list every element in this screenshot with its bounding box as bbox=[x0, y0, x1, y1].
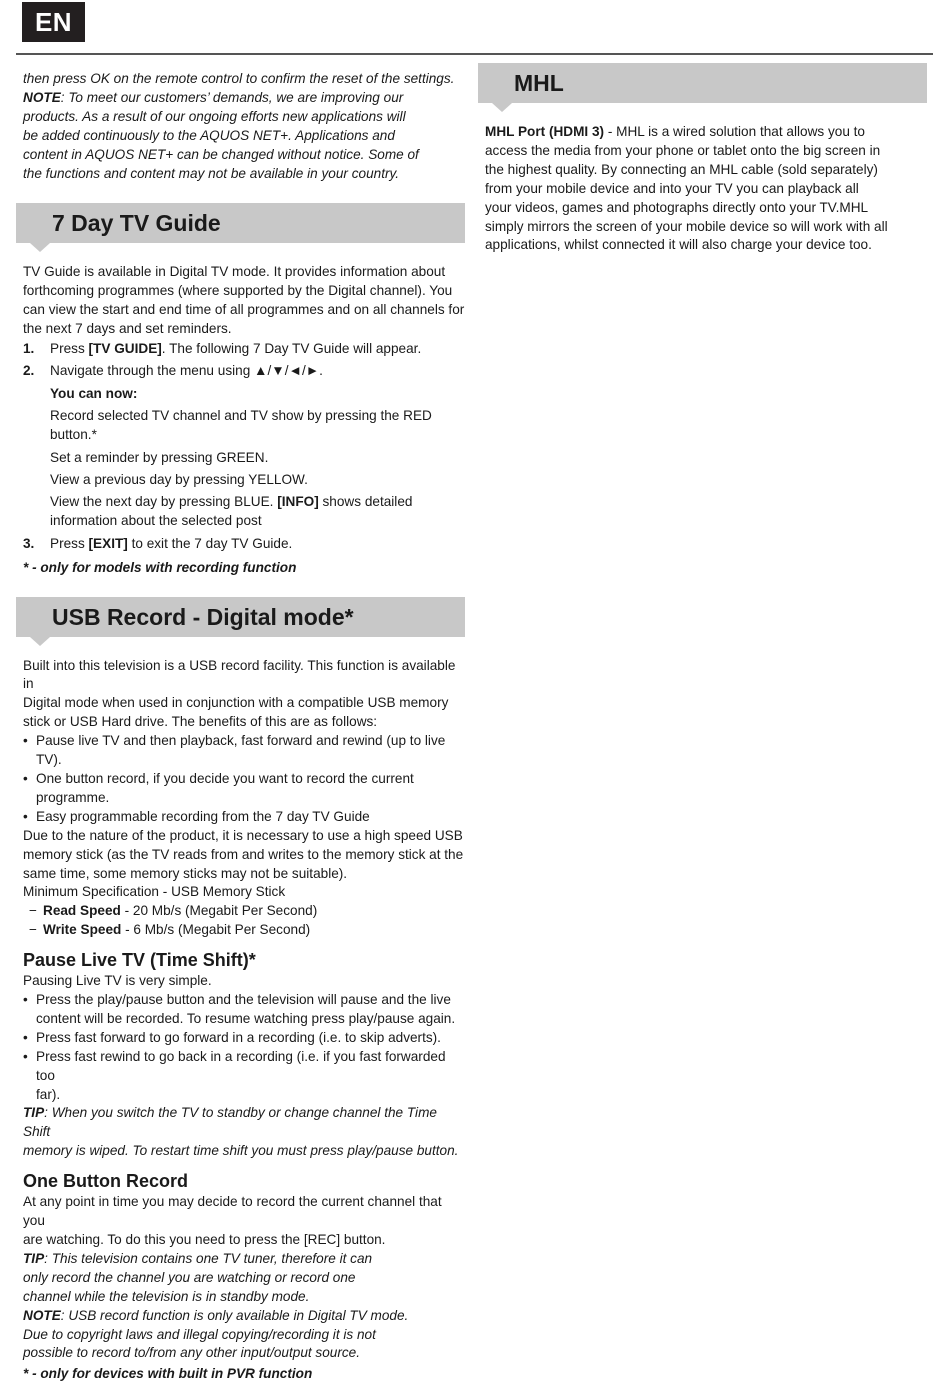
subsection-title: One Button Record bbox=[23, 1171, 188, 1192]
spec-label: Read Speed bbox=[43, 903, 121, 919]
list-item: • Pause live TV and then playback, fast forward and rewind (up to live TV). bbox=[23, 732, 465, 770]
footnote: * - only for devices with built in PVR function bbox=[23, 1366, 313, 1382]
list-text: One button record, if you decide you want to record the current bbox=[36, 770, 414, 786]
paragraph-line: stick or USB Hard drive. The benefits of this are as follows: bbox=[23, 714, 378, 730]
paragraph-text: - MHL is a wired solution that allows you to bbox=[604, 124, 865, 139]
paragraph-line bbox=[485, 123, 927, 142]
spec-value: - 20 Mb/s (Megabit Per Second) bbox=[120, 903, 318, 919]
you-can-now-label: You can now: bbox=[50, 385, 138, 401]
key-label: [TV GUIDE] bbox=[88, 341, 162, 357]
step-number: 2. bbox=[23, 363, 35, 379]
note-text: : To meet our customers’ demands, we are improving our bbox=[60, 89, 404, 105]
paragraph-line: At any point in time you may decide to record the current channel that you bbox=[23, 1194, 442, 1229]
paragraph-line: Due to the nature of the product, it is necessary to use a high speed USB bbox=[23, 827, 463, 843]
paragraph-line: simply mirrors the screen of your mobile device so will work with all bbox=[485, 218, 888, 234]
mhl-body bbox=[485, 123, 927, 255]
tip bbox=[23, 1104, 465, 1142]
paragraph-line: TV Guide is available in Digital TV mode. It provides information about bbox=[23, 264, 446, 280]
note-text: Due to copyright laws and illegal copying/recording it is not bbox=[23, 1326, 376, 1342]
list-text: Press the play/pause button and the television will pause and the live bbox=[36, 992, 451, 1008]
note-text: content in AQUOS NET+ can be changed without notice. Some of bbox=[23, 146, 419, 162]
key-label: [INFO] bbox=[277, 494, 319, 510]
paragraph-line: memory stick (as the TV reads from and writes to the memory stick at the bbox=[23, 846, 464, 862]
action-item: View a previous day by pressing YELLOW. bbox=[50, 472, 308, 487]
header-notch bbox=[30, 637, 50, 646]
section-header-tv-guide bbox=[16, 203, 465, 243]
note-text: possible to record to/from any other input/output source. bbox=[23, 1345, 361, 1361]
paragraph-line: the highest quality. By connecting an MHL cable (sold separately) bbox=[485, 161, 878, 177]
tv-guide-body bbox=[23, 263, 465, 577]
step-number: 3. bbox=[23, 535, 35, 551]
step-2 bbox=[23, 362, 465, 381]
note-label: NOTE bbox=[23, 89, 61, 105]
subsection-title: Pause Live TV (Time Shift)* bbox=[23, 950, 256, 971]
tip bbox=[23, 1250, 465, 1269]
paragraph-line: your videos, games and photographs directly onto your TV.MHL bbox=[485, 199, 869, 215]
list-text: Pause live TV and then playback, fast forward and rewind (up to live TV). bbox=[36, 733, 446, 768]
section-title: 7 Day TV Guide bbox=[52, 210, 221, 237]
step-3 bbox=[23, 535, 465, 554]
footnote: * - only for models with recording function bbox=[23, 559, 297, 575]
action-item-cont: information about the selected post bbox=[50, 513, 262, 529]
list-text: programme. bbox=[36, 789, 110, 805]
action-item: Record selected TV channel and TV show by pressing the RED button.* bbox=[50, 408, 432, 443]
step-text: to exit the 7 day TV Guide. bbox=[127, 535, 293, 551]
action-item: Set a reminder by pressing GREEN. bbox=[50, 449, 269, 465]
paragraph-line: applications, whilst connected it will also charge your device too. bbox=[485, 237, 872, 253]
header-notch bbox=[30, 243, 50, 252]
list-item: • Easy programmable recording from the 7 day TV Guide bbox=[23, 808, 465, 827]
section-header-usb-record bbox=[16, 597, 465, 637]
paragraph-line: the next 7 days and set reminders. bbox=[23, 321, 232, 337]
list-text: content will be recorded. To resume watching press play/pause again. bbox=[36, 1010, 456, 1026]
list-text: Press fast rewind to go back in a recording (i.e. if you fast forwarded too bbox=[36, 1048, 446, 1083]
paragraph-line: Digital mode when used in conjunction with a compatible USB memory bbox=[23, 695, 449, 711]
right-column bbox=[485, 63, 927, 255]
tip-label: TIP bbox=[23, 1105, 45, 1121]
step-number: 1. bbox=[23, 341, 35, 357]
key-label: [EXIT] bbox=[88, 535, 128, 551]
paragraph-line: access the media from your phone or tablet onto the big screen in bbox=[485, 142, 881, 158]
usb-record-body bbox=[23, 657, 465, 1384]
intro-line: then press OK on the remote control to confirm the reset of the settings. bbox=[23, 71, 455, 86]
list-item: • Press fast forward to go forward in a recording (i.e. to skip adverts). bbox=[23, 1029, 465, 1048]
step-text: Press bbox=[50, 535, 89, 551]
note-text: be added continuously to the AQUOS NET+. Applications and bbox=[23, 127, 395, 143]
action-item bbox=[23, 493, 465, 512]
spec-value: - 6 Mb/s (Megabit Per Second) bbox=[121, 922, 311, 938]
language-badge: EN bbox=[22, 2, 85, 42]
tip-text: : When you switch the TV to standby or change channel the Time Shift bbox=[23, 1105, 437, 1140]
tip-label: TIP bbox=[23, 1250, 45, 1266]
list-item: • Press fast rewind to go back in a recording (i.e. if you fast forwarded too far). bbox=[23, 1048, 446, 1102]
note bbox=[23, 1307, 465, 1326]
step-text: . The following 7 Day TV Guide will appear. bbox=[161, 341, 422, 357]
action-text: View the next day by pressing BLUE. bbox=[50, 494, 278, 510]
note-label: NOTE bbox=[23, 1307, 61, 1323]
note-text: : USB record function is only available in Digital TV mode. bbox=[60, 1307, 409, 1323]
list-item: • One button record, if you decide you want to record the current programme. bbox=[23, 770, 414, 805]
tip-text: : This television contains one TV tuner, therefore it can bbox=[44, 1250, 373, 1266]
tip-text: memory is wiped. To restart time shift you must press play/pause button. bbox=[23, 1143, 459, 1159]
header-notch bbox=[492, 103, 512, 112]
paragraph-line: can view the start and end time of all programmes and on all channels for bbox=[23, 302, 465, 318]
action-text: shows detailed bbox=[318, 494, 413, 510]
list-text: Press fast forward to go forward in a recording (i.e. to skip adverts). bbox=[36, 1029, 441, 1045]
section-title: MHL bbox=[514, 70, 564, 96]
tip-text: only record the channel you are watching or record one bbox=[23, 1269, 356, 1285]
header-rule bbox=[16, 53, 933, 55]
section-title: USB Record - Digital mode* bbox=[52, 603, 354, 630]
note-line bbox=[23, 89, 465, 108]
paragraph-line: from your mobile device and into your TV you can playback all bbox=[485, 180, 859, 196]
note-text: products. As a result of our ongoing efforts new applications will bbox=[23, 108, 406, 124]
step-text: Navigate through the menu using ▲/▼/◄/►. bbox=[50, 363, 323, 379]
note-text: the functions and content may not be available in your country. bbox=[23, 165, 400, 181]
spec-label: Write Speed bbox=[43, 922, 122, 938]
list-text: Easy programmable recording from the 7 day TV Guide bbox=[36, 808, 370, 824]
paragraph-line: Minimum Specification - USB Memory Stick bbox=[23, 884, 286, 900]
port-label: MHL Port (HDMI 3) bbox=[485, 124, 605, 139]
paragraph-line: Pausing Live TV is very simple. bbox=[23, 973, 212, 989]
paragraph-line: same time, some memory sticks may not be suitable). bbox=[23, 865, 348, 881]
list-text: far). bbox=[36, 1086, 61, 1102]
paragraph-line: are watching. To do this you need to press the [REC] button. bbox=[23, 1232, 386, 1247]
step-1 bbox=[23, 340, 465, 359]
left-column bbox=[23, 70, 465, 1384]
paragraph-line: forthcoming programmes (where supported by the Digital channel). You bbox=[23, 283, 453, 299]
section-header-mhl bbox=[478, 63, 927, 103]
step-text: Press bbox=[50, 341, 89, 357]
tip-text: channel while the television is in standby mode. bbox=[23, 1288, 310, 1304]
intro-text bbox=[23, 70, 465, 183]
spec-item: − Read Speed - 20 Mb/s (Megabit Per Second) bbox=[29, 903, 318, 919]
paragraph-line: Built into this television is a USB record facility. This function is available in bbox=[23, 657, 456, 692]
list-item: • Press the play/pause button and the television will pause and the live content will be recorded. To resume watching press play/pause again. bbox=[23, 992, 456, 1026]
spec-item: − Write Speed - 6 Mb/s (Megabit Per Second) bbox=[29, 922, 311, 938]
